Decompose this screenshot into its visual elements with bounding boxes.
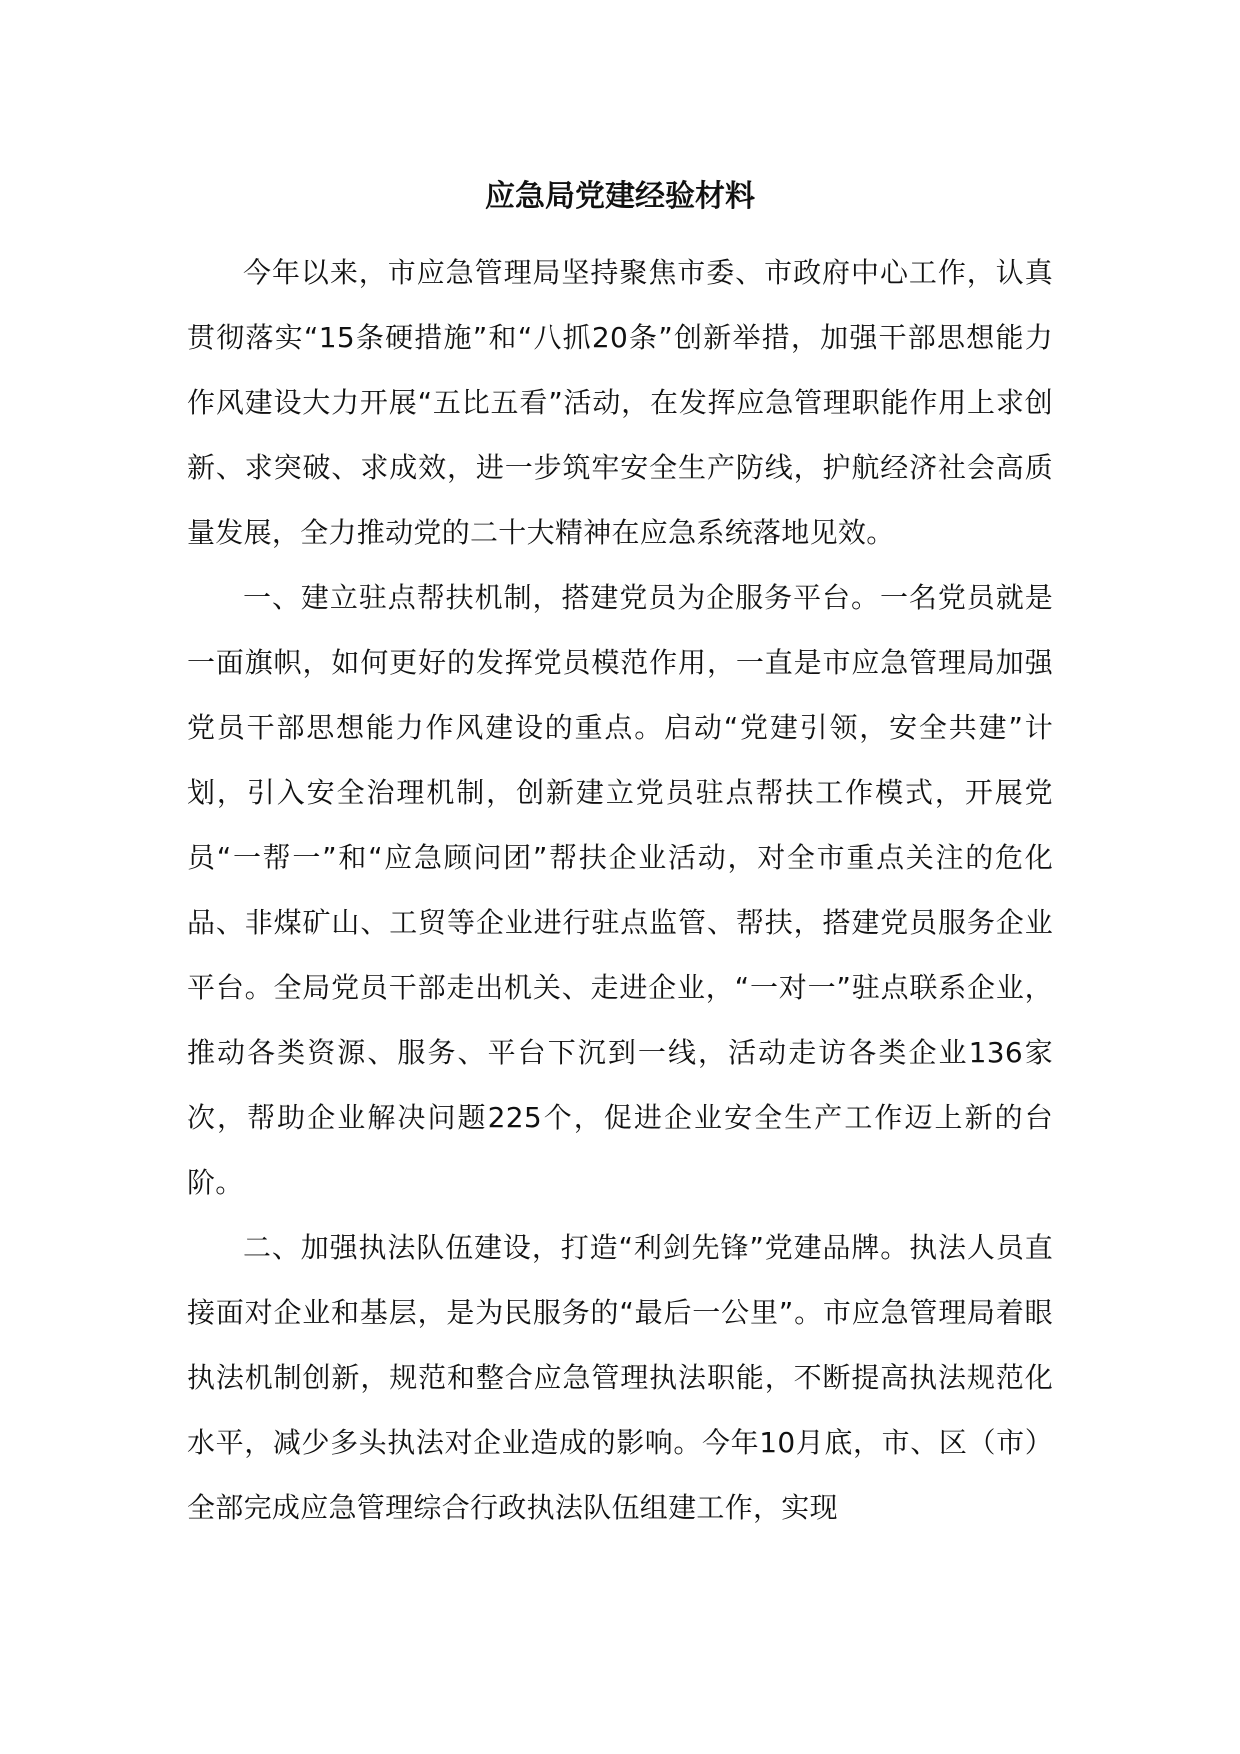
paragraph-section-1: 一、建立驻点帮扶机制，搭建党员为企服务平台。一名党员就是一面旗帜，如何更好的发挥党员模范作用，一直是市应急管理局加强党员干部思想能力作风建设的重点。启动“党建引领，安全共建”计划，引入安全治理机制，创新建立党员驻点帮扶工作模式，开展党员“一帮一”和“应急顾问团”帮扶企业活动，对全市重点关注的危化品、非煤矿山、工贸等企业进行驻点监管、帮扶，搭建党员服务企业平台。全局党员干部走出机关、走进企业，“一对一”驻点联系企业，推动各类资源、服务、平台下沉到一线，活动走访各类企业136家次，帮助企业解决问题225个，促进企业安全生产工作迈上新的台阶。 — [187, 581, 1053, 1199]
document-body — [187, 240, 1053, 1540]
document-title: 应急局党建经验材料 — [485, 179, 755, 214]
paragraph-intro: 今年以来，市应急管理局坚持聚焦市委、市政府中心工作，认真贯彻落实“15条硬措施”和“八抓20条”创新举措，加强干部思想能力作风建设大力开展“五比五看”活动，在发挥应急管理职能作用上求创新、求突破、求成效，进一步筑牢安全生产防线，护航经济社会高质量发展，全力推动党的二十大精神在应急系统落地见效。 — [187, 256, 1053, 549]
paragraph-section-2: 二、加强执法队伍建设，打造“利剑先锋”党建品牌。执法人员直接面对企业和基层，是为民服务的“最后一公里”。市应急管理局着眼执法机制创新，规范和整合应急管理执法职能，不断提高执法规范化水平，减少多头执法对企业造成的影响。今年10月底，市、区（市）全部完成应急管理综合行政执法队伍组建工作，实现 — [187, 1231, 1053, 1524]
